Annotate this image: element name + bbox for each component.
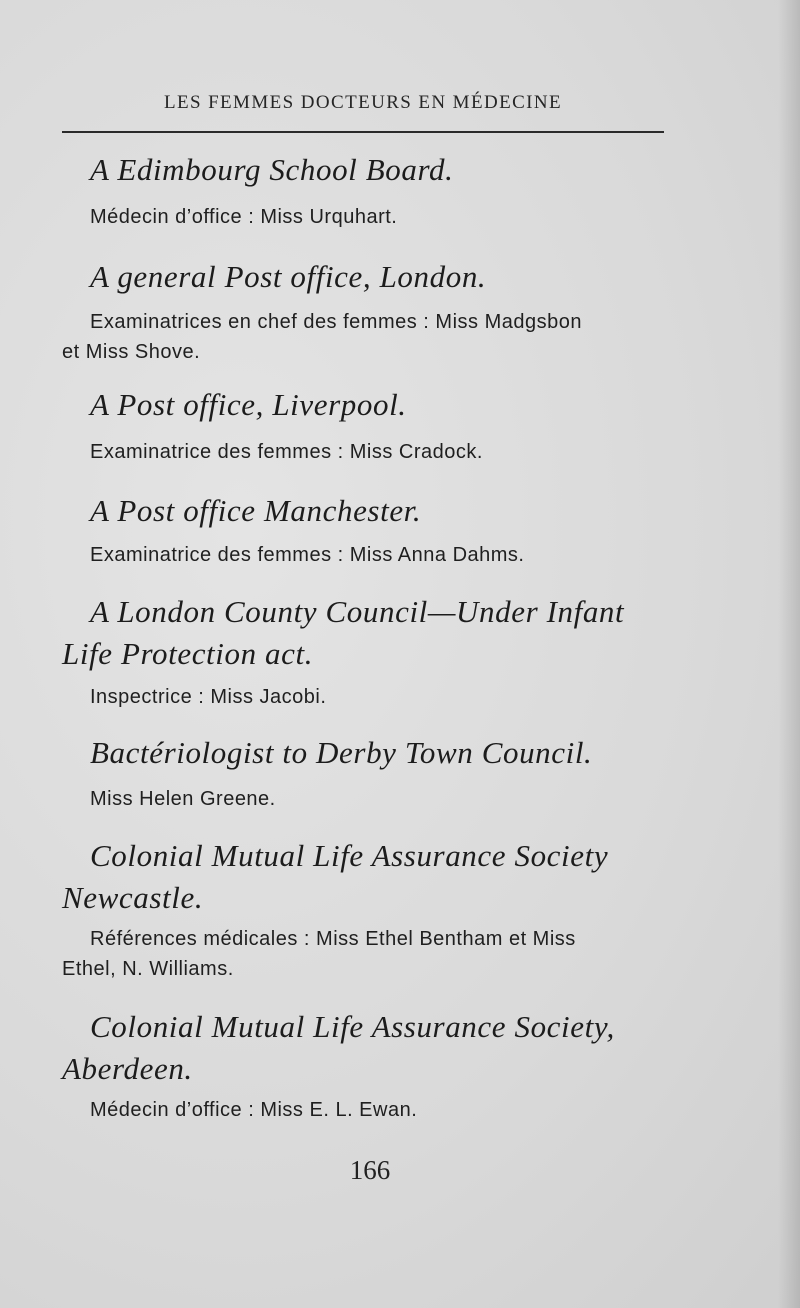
entry-body-london-post-line2: et Miss Shove.: [62, 341, 201, 363]
entry-body-edimbourg: Médecin d’office : Miss Urquhart.: [90, 206, 398, 228]
entry-body-liverpool: Examinatrice des femmes : Miss Cradock.: [90, 441, 483, 463]
page-edge-shadow: [778, 0, 800, 1308]
entry-title-liverpool: A Post office, Liverpool.: [90, 387, 407, 422]
entry-title-london-county-line1: A London County Council—Under Infant: [90, 594, 625, 629]
entry-body-london-post-line1: Examinatrices en chef des femmes : Miss Madgsbon: [90, 311, 582, 333]
page-number: 166: [349, 1155, 391, 1185]
header-rule: [62, 131, 664, 133]
entry-title-london-county-line2: Life Protection act.: [62, 636, 314, 671]
entry-title-newcastle-line2: Newcastle.: [62, 880, 204, 915]
entry-title-london-post: A general Post office, London.: [90, 259, 487, 294]
entry-title-aberdeen-line2: Aberdeen.: [62, 1051, 193, 1086]
running-head: LES FEMMES DOCTEURS EN MÉDECINE: [163, 92, 563, 113]
entry-body-aberdeen: Médecin d’office : Miss E. L. Ewan.: [90, 1099, 418, 1121]
entry-body-manchester: Examinatrice des femmes : Miss Anna Dahms.: [90, 544, 525, 566]
entry-title-edimbourg: A Edimbourg School Board.: [90, 152, 454, 187]
entry-title-derby: Bactériologist to Derby Town Council.: [90, 735, 593, 770]
entry-title-manchester: A Post office Manchester.: [90, 493, 422, 528]
entry-title-aberdeen-line1: Colonial Mutual Life Assurance Society,: [90, 1009, 615, 1044]
entry-body-newcastle-line2: Ethel, N. Williams.: [62, 958, 234, 980]
entry-body-london-county: Inspectrice : Miss Jacobi.: [90, 686, 327, 708]
entry-title-newcastle-line1: Colonial Mutual Life Assurance Society: [90, 838, 609, 873]
entry-body-derby: Miss Helen Greene.: [90, 788, 276, 810]
entry-body-newcastle-line1: Références médicales : Miss Ethel Bentham et Miss: [90, 928, 576, 950]
